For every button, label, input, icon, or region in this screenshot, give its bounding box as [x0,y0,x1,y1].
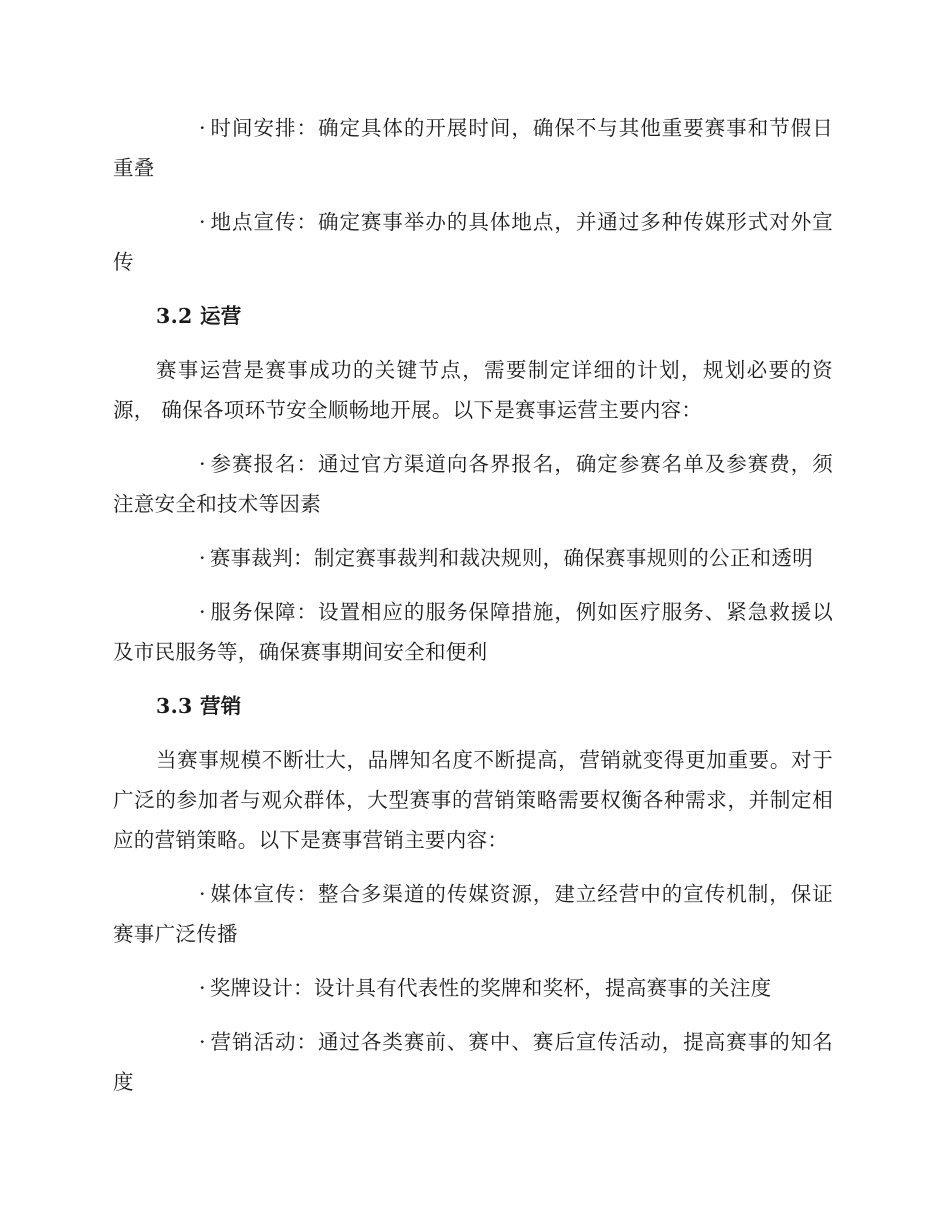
list-item-text: 服务保障：设置相应的服务保障措施，例如医疗服务、紧急救援以及市民服务等，确保赛事期间安全和便利 [113,600,833,664]
list-item [113,108,833,188]
bullet-icon: · [199,210,206,234]
list-item [113,202,833,282]
section-heading-operations: 3.2 运营 [156,304,242,328]
document-page [113,108,833,1116]
list-item [113,592,833,672]
list-item-text: 地点宣传：确定赛事举办的具体地点，并通过多种传媒形式对外宣传 [113,210,833,274]
list-item [113,1022,833,1102]
list-item-text: 参赛报名：通过官方渠道向各界报名，确定参赛名单及参赛费，须注意安全和技术等因素 [113,452,833,516]
bullet-icon: · [199,1030,206,1054]
list-item-text: 时间安排：确定具体的开展时间，确保不与其他重要赛事和节假日重叠 [113,116,833,180]
bullet-icon: · [199,116,206,140]
list-item-text: 媒体宣传：整合多渠道的传媒资源，建立经营中的宣传机制，保证赛事广泛传播 [113,882,833,946]
list-item-text: 奖牌设计：设计具有代表性的奖牌和奖杯，提高赛事的关注度 [209,976,772,1000]
list-item [113,968,833,1008]
list-item [113,874,833,954]
bullet-icon: · [199,882,206,906]
bullet-icon: · [199,546,206,570]
bullet-icon: · [199,452,206,476]
list-item [113,444,833,524]
section-intro-operations: 赛事运营是赛事成功的关键节点，需要制定详细的计划，规划必要的资源， 确保各项环节安全顺畅地开展。以下是赛事运营主要内容： [113,358,833,422]
list-item-text: 营销活动：通过各类赛前、赛中、赛后宣传活动，提高赛事的知名度 [113,1030,833,1094]
list-item-text: 赛事裁判：制定赛事裁判和裁决规则，确保赛事规则的公正和透明 [209,546,814,570]
bullet-icon: · [199,600,206,624]
section-heading-marketing: 3.3 营销 [156,694,242,718]
bullet-icon: · [199,976,206,1000]
list-item [113,538,833,578]
section-intro-marketing: 当赛事规模不断壮大，品牌知名度不断提高，营销就变得更加重要。对于广泛的参加者与观众群体，大型赛事的营销策略需要权衡各种需求，并制定相应的营销策略。以下是赛事营销主要内容： [113,748,833,852]
